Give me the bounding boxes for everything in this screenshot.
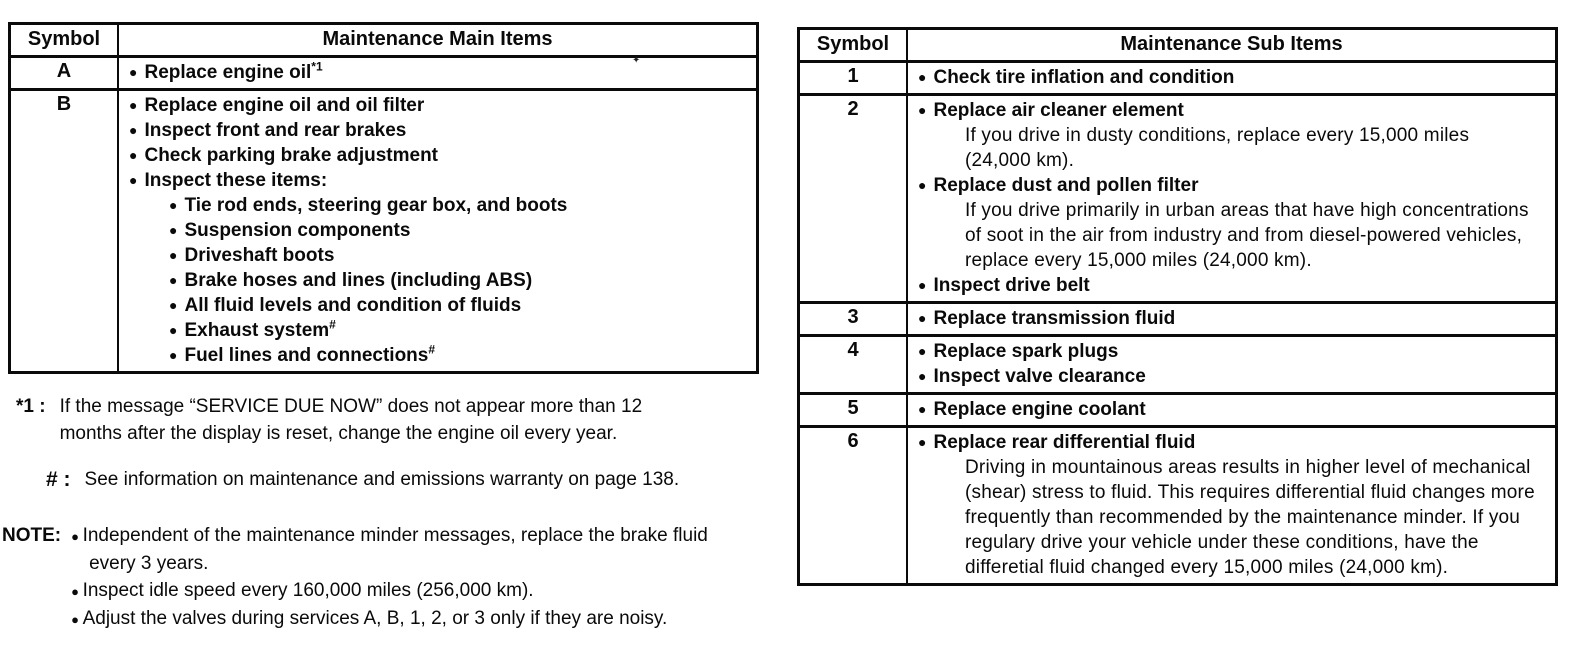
bullet-icon: ● bbox=[169, 347, 178, 363]
footnote-text: See information on maintenance and emissions warranty on page 138. bbox=[84, 469, 680, 490]
bullet-icon: ● bbox=[918, 343, 927, 359]
bullet-icon: ● bbox=[129, 97, 138, 113]
note-items bbox=[71, 522, 749, 633]
bullet-icon: ● bbox=[169, 247, 178, 263]
symbol-cell: A bbox=[11, 58, 119, 88]
maintenance-item: ● Inspect drive belt bbox=[918, 275, 1090, 296]
bullet-icon: ● bbox=[169, 322, 178, 338]
maintenance-item: ● Replace engine oil$^{*1}$ bbox=[129, 59, 323, 83]
bullet-icon: ● bbox=[169, 297, 178, 313]
maintenance-sub-item: ● Fuel lines and connections# bbox=[169, 342, 436, 366]
symbol-cell: 4 bbox=[800, 337, 908, 392]
bullet-icon: ● bbox=[918, 401, 927, 417]
symbol-column-header: Symbol bbox=[11, 25, 119, 55]
footnote-marker: # : bbox=[46, 468, 71, 491]
maintenance-item: ● Replace air cleaner element bbox=[918, 100, 1184, 121]
note-item: ● Inspect idle speed every 160,000 miles (256,000 km). bbox=[71, 577, 749, 605]
item-detail: Driving in mountainous areas results in higher level of mechanical (shear) stress to fluid. This requires differential fluid changes more frequently than recommended by the maintenance minder. If you regulary drive your vehicle under these conditions, have the differetial fluid changed every 15,000 miles (24,000 km). bbox=[965, 457, 1535, 578]
bullet-icon: ● bbox=[918, 102, 927, 118]
footnote-text: If the message “SERVICE DUE NOW” does not appear more than 12 months after the display is reset, change the engine oil every year. bbox=[59, 396, 643, 444]
symbol-cell: 1 bbox=[800, 63, 908, 93]
table-row bbox=[11, 88, 756, 371]
item-detail: If you drive in dusty conditions, replace every 15,000 miles (24,000 km). bbox=[965, 125, 1470, 171]
maintenance-item: ● Check tire inflation and condition bbox=[918, 67, 1235, 88]
footnote-marker: *1 : bbox=[16, 396, 46, 417]
bullet-icon: ● bbox=[169, 272, 178, 288]
maintenance-item: ● Replace spark plugs bbox=[918, 341, 1119, 362]
table-row bbox=[800, 334, 1555, 392]
bullet-icon: ● bbox=[918, 69, 927, 85]
symbol-cell: B bbox=[11, 91, 119, 371]
main-items-table bbox=[8, 22, 759, 374]
bullet-icon: ● bbox=[129, 147, 138, 163]
bullet-icon: ● bbox=[918, 368, 927, 384]
note-item: ● Adjust the valves during services A, B, 1, 2, or 3 only if they are noisy. bbox=[71, 605, 749, 633]
table-row bbox=[800, 425, 1555, 583]
maintenance-item: ● Replace engine coolant bbox=[918, 399, 1146, 420]
inspect-sub-items bbox=[169, 193, 748, 368]
footnote-ref: # bbox=[428, 342, 436, 357]
table-row bbox=[11, 55, 756, 88]
note-item: ● Independent of the maintenance minder messages, replace the brake fluid every 3 years. bbox=[71, 522, 749, 577]
maintenance-sub-item: ● All fluid levels and condition of fluids bbox=[169, 295, 522, 316]
symbol-cell: 6 bbox=[800, 428, 908, 583]
maintenance-item: ● Replace engine oil and oil filter bbox=[129, 95, 425, 116]
sub-items-column-header: Maintenance Sub Items bbox=[1120, 33, 1343, 55]
maintenance-item: ● Inspect front and rear brakes bbox=[129, 120, 407, 141]
maintenance-item: ● Replace dust and pollen filter bbox=[918, 175, 1199, 196]
maintenance-item: ● Replace transmission fluid bbox=[918, 308, 1176, 329]
note-block bbox=[2, 522, 749, 633]
bullet-icon: ● bbox=[169, 197, 178, 213]
bullet-icon: ● bbox=[918, 277, 927, 293]
maintenance-item: ● Inspect these items: bbox=[129, 170, 328, 191]
bullet-icon: ● bbox=[918, 434, 927, 450]
sub-items-table bbox=[797, 27, 1558, 586]
symbol-cell: 3 bbox=[800, 304, 908, 334]
footnote-ref: *1 bbox=[311, 59, 323, 74]
bullet-icon: ● bbox=[129, 122, 138, 138]
symbol-column-header: Symbol bbox=[800, 30, 908, 60]
symbol-cell: 2 bbox=[800, 96, 908, 301]
maintenance-sub-item: ● Tie rod ends, steering gear box, and boots bbox=[169, 195, 568, 216]
bullet-icon: ● bbox=[918, 177, 927, 193]
note-label: NOTE: bbox=[2, 525, 62, 546]
maintenance-sub-item: ● Suspension components bbox=[169, 220, 411, 241]
maintenance-item: ● Inspect valve clearance bbox=[918, 366, 1146, 387]
symbol-cell: 5 bbox=[800, 395, 908, 425]
table-row bbox=[800, 392, 1555, 425]
maintenance-item: ● Replace rear differential fluid bbox=[918, 432, 1196, 453]
table-row bbox=[800, 301, 1555, 334]
footnote-hash bbox=[46, 466, 679, 493]
maintenance-sub-item: ● Brake hoses and lines (including ABS) bbox=[169, 270, 533, 291]
bullet-icon: ● bbox=[129, 172, 138, 188]
item-detail: If you drive primarily in urban areas that have high concentrations of soot in the air from industry and from diesel-powered vehicles, replace every 15,000 miles (24,000 km). bbox=[965, 200, 1529, 271]
table-row bbox=[800, 60, 1555, 93]
table-row bbox=[800, 93, 1555, 301]
footnote-asterisk1 bbox=[16, 393, 705, 447]
bullet-icon: ● bbox=[129, 64, 138, 80]
maintenance-sub-item: ● Driveshaft boots bbox=[169, 245, 335, 266]
table-header-row bbox=[11, 25, 756, 55]
bullet-icon: ● bbox=[918, 310, 927, 326]
table-header-row bbox=[800, 30, 1555, 60]
bullet-icon: ● bbox=[169, 222, 178, 238]
main-items-column-header: Maintenance Main Items bbox=[322, 28, 553, 50]
maintenance-item: ● Check parking brake adjustment bbox=[129, 145, 439, 166]
maintenance-sub-item: ● Exhaust system# bbox=[169, 317, 336, 341]
scan-speck: ✦ bbox=[632, 55, 641, 66]
footnote-ref: # bbox=[329, 317, 336, 332]
